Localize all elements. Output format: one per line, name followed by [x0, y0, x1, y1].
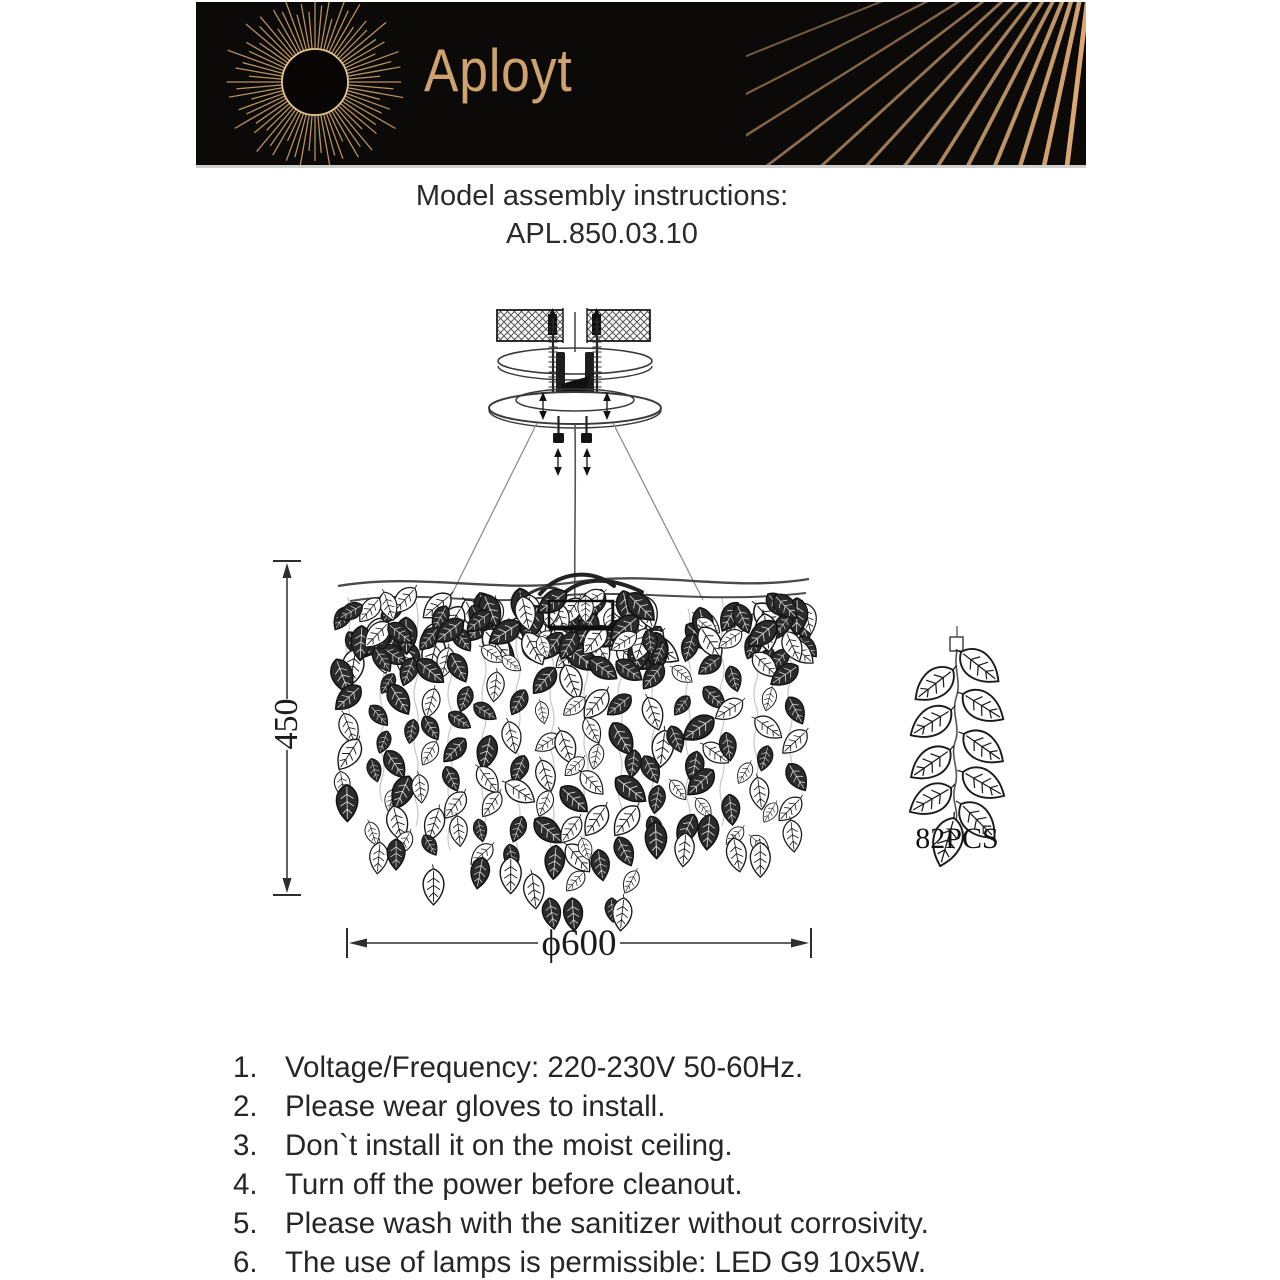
parts-count-label: 82PCS — [915, 822, 999, 855]
instruction-text: Don`t install it on the moist ceiling. — [285, 1128, 733, 1162]
chandelier-leaves — [327, 579, 822, 931]
height-dimension-label: 450 — [268, 698, 305, 750]
model-number: APL.850.03.10 — [506, 218, 698, 250]
instructions-list — [233, 1049, 929, 1280]
instruction-number: 4. — [233, 1167, 258, 1201]
instruction-text: Please wear gloves to install. — [285, 1089, 666, 1123]
page-title: Model assembly instructions: — [415, 180, 789, 212]
diameter-dimension — [347, 923, 811, 964]
instruction-number: 3. — [233, 1128, 258, 1162]
instruction-text: Voltage/Frequency: 220-230V 50-60Hz. — [285, 1051, 804, 1084]
height-dimension — [268, 561, 305, 895]
brand-name: Aployt — [424, 37, 573, 104]
instruction-number: 6. — [233, 1245, 258, 1279]
instruction-item — [233, 1166, 929, 1205]
instruction-number: 1. — [233, 1051, 258, 1084]
instruction-text: Turn off the power before cleanout. — [285, 1167, 743, 1201]
instruction-number: 2. — [233, 1089, 258, 1123]
instruction-item — [233, 1127, 929, 1166]
ceiling-mount — [449, 308, 703, 606]
instruction-item — [233, 1244, 929, 1280]
instruction-item — [233, 1205, 929, 1244]
instruction-text: Please wash with the sanitizer without corrosivity. — [285, 1206, 929, 1240]
instruction-item — [233, 1088, 929, 1127]
instruction-text: The use of lamps is permissible: LED G9 10x5W. — [285, 1245, 927, 1279]
diameter-dimension-label: ϕ600 — [541, 923, 617, 964]
instruction-item — [233, 1049, 929, 1088]
instruction-number: 5. — [233, 1206, 258, 1240]
